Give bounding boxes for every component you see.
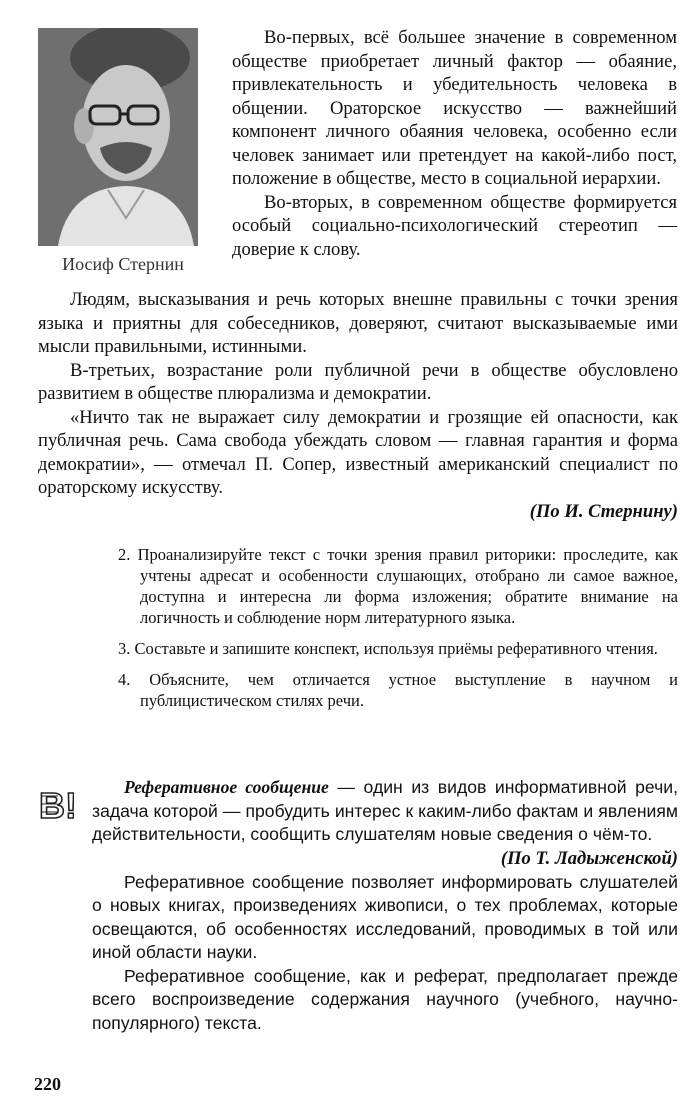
- page-number: 220: [34, 1074, 61, 1094]
- task-item: 3. Составьте и запишите конспект, используя приёмы реферативного чтения.: [118, 639, 658, 658]
- task-item: 2. Проанализируйте текст с точки зрения правил риторики: проследите, как учтены адресат и особенности слушающих, отобрано ли самое важное, доступна и интересна ли форма изложения; обратите внимание на логичность и соблюдение норм литературного языка.: [118, 545, 678, 627]
- main-text: [38, 288, 678, 524]
- paragraph-quote: «Ничто так не выражает силу демократии и грозящие ей опасности, как публичная речь. Сама свобода убеждать словом — главная гарантия и форма демократии», — отмечал П. Сопер, известный американский специалист по ораторскому искусству.: [38, 406, 678, 498]
- portrait-caption: Иосиф Стернин: [62, 254, 184, 274]
- definition-text: — один из видов информативной речи, задача которой — пробудить интерес к каким-либо фактам и явлениям действительности, сообщить слушателям новые сведения о чём-то.: [92, 777, 678, 844]
- paragraph-inform: Реферативное сообщение позволяет информировать слушателей о новых книгах, произведениях живописи, о тех проблемах, которые освещаются, об особенностях исследований, проводимых в той или иной области науки.: [92, 871, 678, 962]
- top-text-column: [232, 26, 677, 261]
- portrait-illustration: [38, 28, 198, 246]
- source-sternin: (По И. Стернину): [529, 500, 678, 522]
- task-item: 4. Объясните, чем отличается устное выступление в научном и публицистическом стилях речи.: [118, 670, 678, 710]
- svg-text:В!: В!: [39, 785, 74, 824]
- task-list: [112, 544, 678, 721]
- source-ladyzhenskaya: (По Т. Ладыженской): [500, 847, 678, 869]
- paragraph-reproduction: Реферативное сообщение, как и реферат, предполагает прежде всего воспроизведение содержания научного (учебного, научно-популярного) текста.: [92, 965, 678, 1033]
- paragraph-second: Во-вторых, в современном обществе формируется особый социально-психологический стереотип — доверие к слову.: [232, 191, 677, 260]
- term-referative-message: Реферативное сообщение: [124, 777, 329, 797]
- paragraph-first: Во-первых, всё большее значение в современном обществе приобретает личный фактор — обаяние, привлекательность и убедительность человека в общении. Ораторское искусство — важнейший компонент личного обаяния человека, особенно если человек занимает или претендует на какой-либо пост, положение в обществе, место в социальной иерархии.: [232, 27, 677, 189]
- portrait-block: [38, 28, 212, 275]
- paragraph-third: В-третьих, возрастание роли публичной речи в обществе обусловлено развитием в обществе плюрализма и демократии.: [38, 359, 678, 404]
- definition-section: [92, 776, 678, 1035]
- definition-paragraph: [38, 776, 678, 847]
- paragraph-trust: Людям, высказывания и речь которых внешне правильны с точки зрения языка и приятны для собеседников, доверяют, считают высказываемые ими мысли правильными, истинными.: [38, 289, 678, 357]
- portrait-photo: [38, 28, 198, 246]
